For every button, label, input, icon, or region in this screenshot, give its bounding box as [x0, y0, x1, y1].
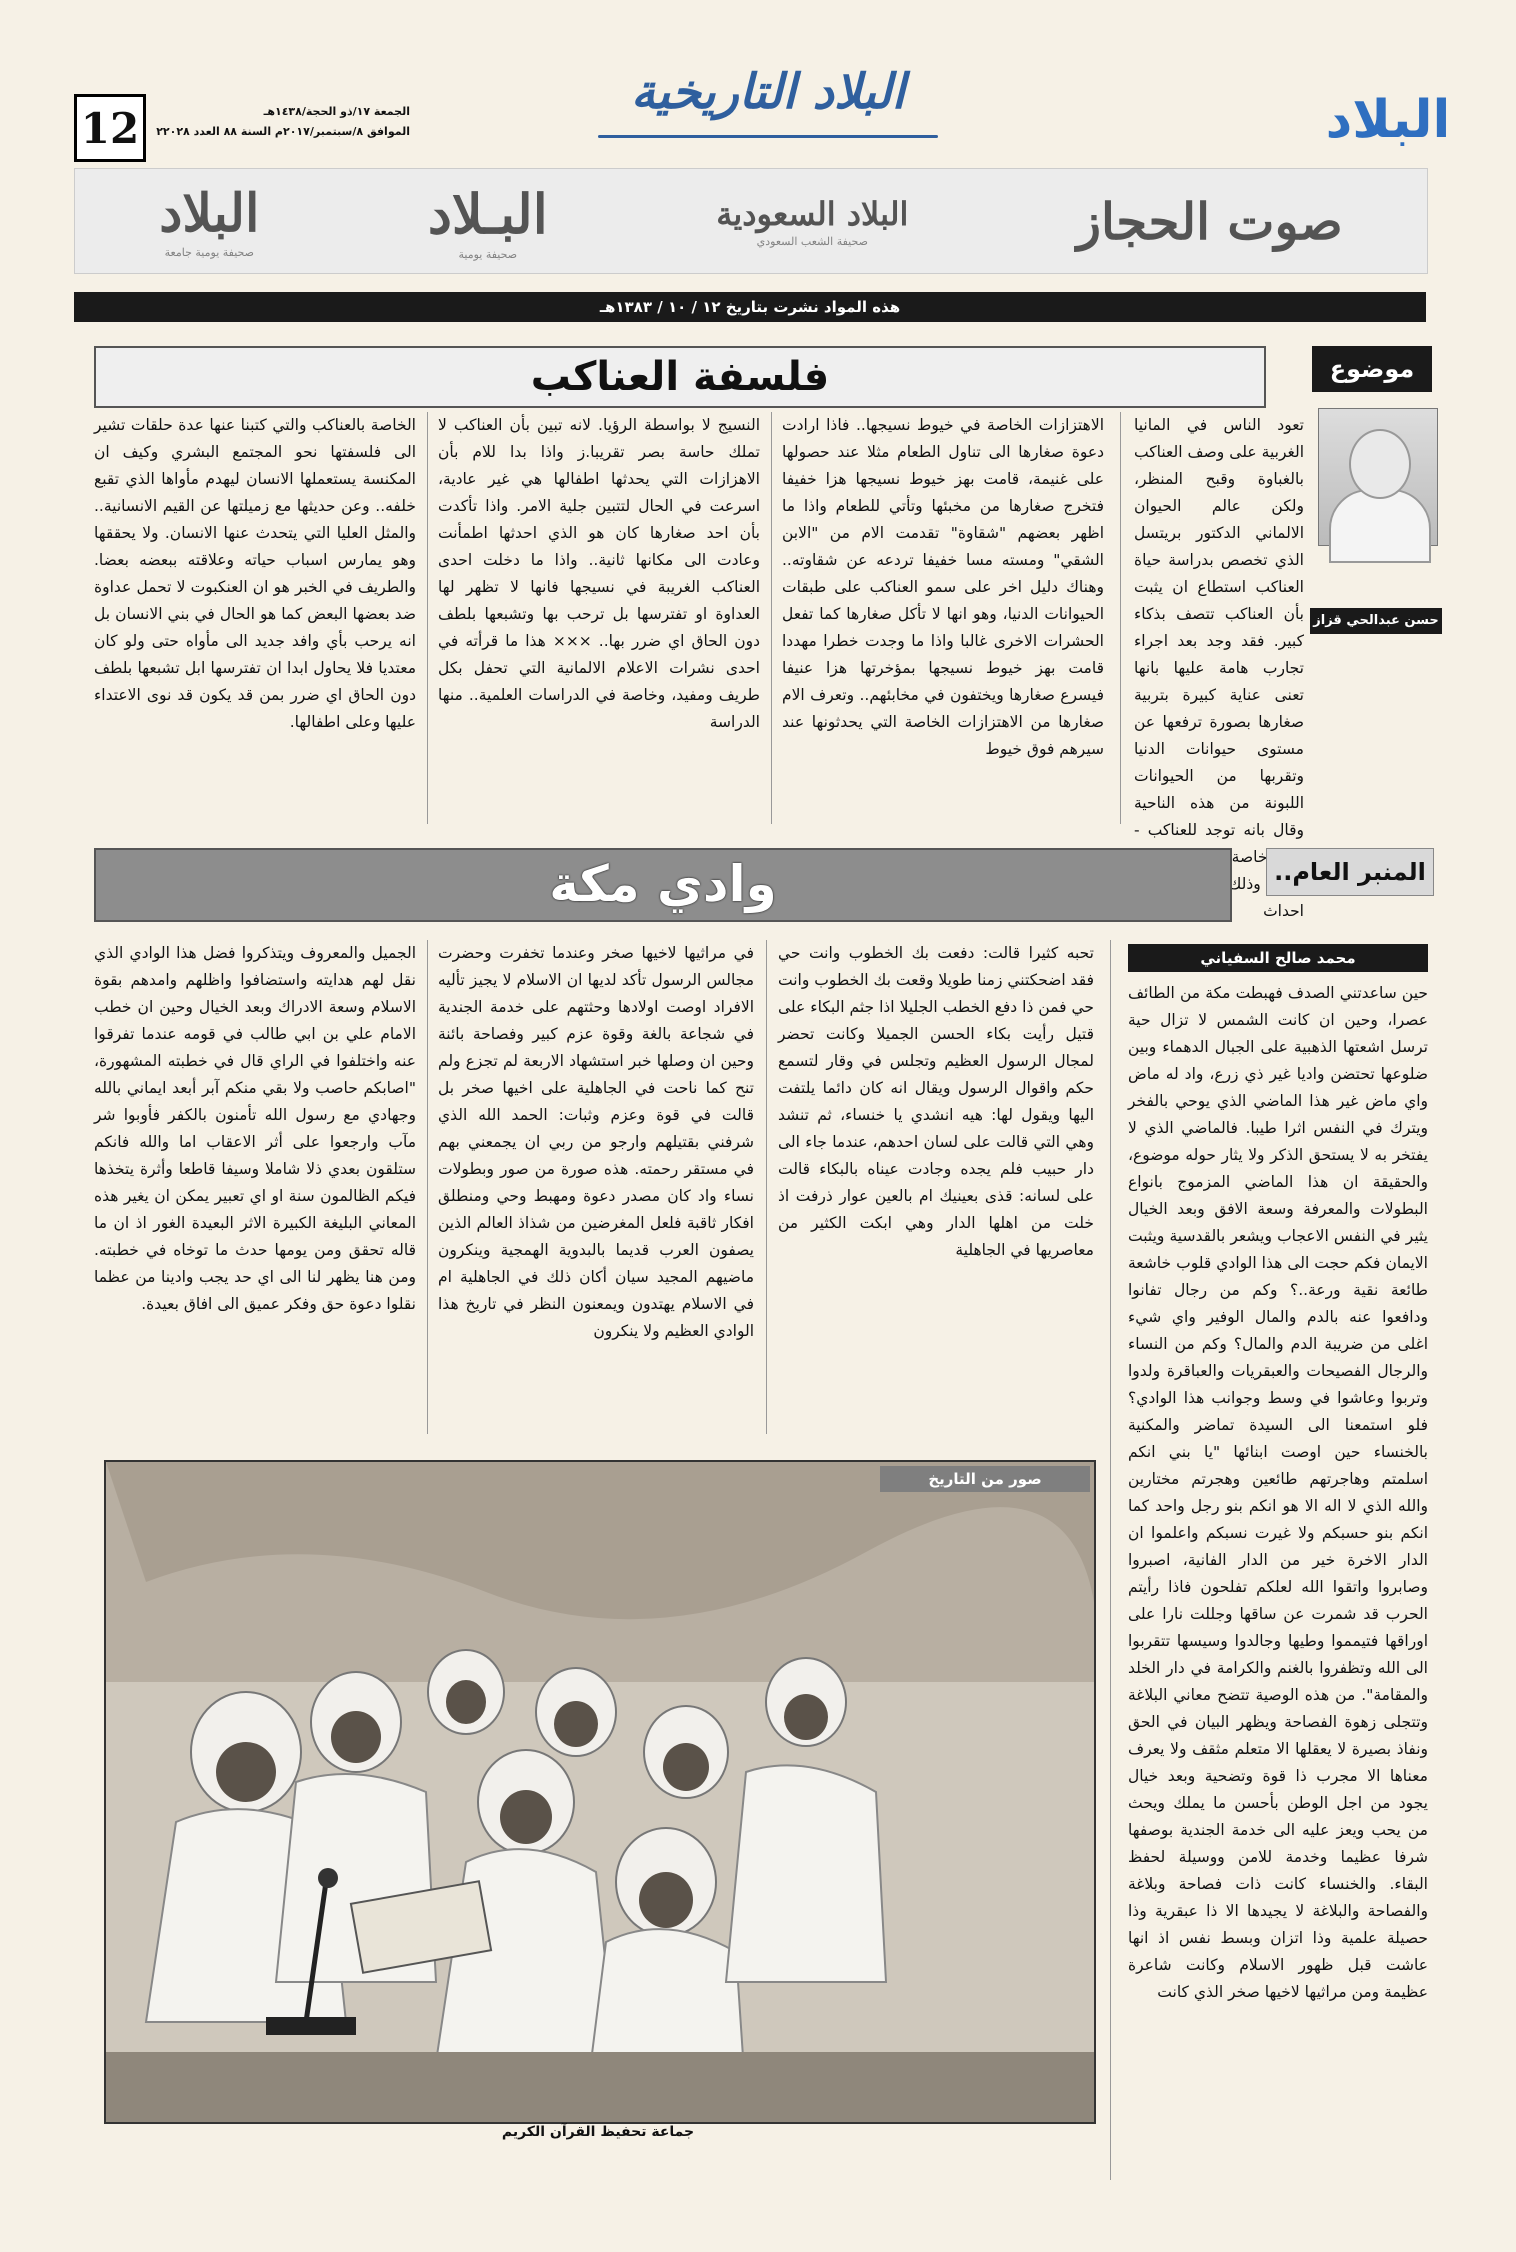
title-swoosh — [598, 135, 938, 138]
publication-date-bar: هذه المواد نشرت بتاريخ ١٢ / ١٠ / ١٣٨٣هـ — [74, 292, 1426, 322]
article2-col-3 — [438, 940, 754, 1434]
author-photo-head — [1349, 429, 1411, 499]
masthead-sub: صحيفة يومية — [458, 247, 518, 261]
column-rule — [1110, 940, 1111, 2180]
article1-paragraph-3: النسيج لا بواسطة الرؤيا. لانه تبين بأن العناكب لا تملك حاسة بصر تقريبا.ز واذا بدا للام بأن الاهزازات التي يحدثها اطفالها هي غير عادية، اسرعت في الحال لتتبين جلية الامر. واذا تأكدت بأن احد صغارها كان هو الذي احدثها اطمأنت وعادت الى مكانها ثانية.. واذا ما دخلت احدى العناكب الغريبة في نسيجها فانها لا تظهر لها العداوة او تفترسها بل ترحب بها وتشبعها بلطف دون الحاق اي ضرر بها.. ××× هذا ما قرأته في احدى نشرات الاعلام الالمانية التي تحفل بكل طريف ومفيد، وخاصة في الدراسات العلمية.. منها الدراسة — [438, 416, 760, 731]
historic-photo — [104, 1460, 1096, 2124]
masthead-name: صوت الحجاز — [1076, 191, 1343, 251]
issue-line-2: الموافق ٨/سبتمبر/٢٠١٧م السنة ٨٨ العدد ٢٢٠٢٨ — [156, 125, 410, 138]
article2-col-4 — [94, 940, 416, 1434]
masthead-name: البلاد — [159, 183, 260, 244]
masthead-sub: صحيفة الشعب السعودي — [756, 234, 868, 248]
article2-paragraph-3: في مراثيها لاخيها صخر وعندما تخفرت وحضرت مجالس الرسول تأكد لديها ان الاسلام لا يجيز تأليه الافراد اوصت اولادها وحثتهم على خدمة الجندية في شجاعة بالغة وقوة عزم كبير وفصاحة بائنة وحين ان وصلها خبر استشهاد الاربعة لم تجزع ولم تنح كما ناحت في الجاهلية على اخيها صخر بل قالت في قوة وعزم وثبات: الحمد الله الذي شرفني بقتيلهم وارجو من ربي ان يجمعني بهم في مستقر رحمته. هذه صورة من صور وبطولات نساء واد كان مصدر دعوة ومهبط وحي ومنطلق افكار ثاقبة فلعل المغرضين من شذاذ العالم الذين يصفون العرب قديما بالبدوية الهمجية وينكرون ماضيهم المجيد سيان أكان ذلك في الجاهلية ام في الاسلام يهتدون ويمعنون النظر في تاريخ هذا الوادي العظيم ولا ينكرون — [438, 944, 754, 1340]
article-title-mecca-valley: وادي مكة — [94, 848, 1232, 922]
column-rule — [427, 940, 428, 1434]
masthead-1 — [428, 182, 548, 261]
masthead-name: البلاد السعودية — [716, 194, 909, 233]
masthead-0 — [159, 183, 259, 259]
photo-caption: جماعة تحفيظ القرآن الكريم — [501, 2124, 695, 2140]
author-photo-body — [1329, 489, 1431, 563]
masthead-2 — [716, 195, 908, 248]
article1-col-1a — [1134, 412, 1304, 920]
issue-date — [150, 102, 410, 142]
article1-paragraph-2: الاهتزازات الخاصة في خيوط نسيجها.. فاذا ارادت دعوة صغارها الى تناول الطعام مثلا عند حصولها على غنيمة، قامت بهز خيوط نسيجها هزا خفيفا فتخرج صغارها من مخبئها وتأتي للطعام واذا ما اظهر بعضهم "شقاوة" تقدمت الام من "الابن الشقي" ومسته مسا خفيفا تردعه عن شقاوته.. وهناك دليل اخر على سمو العناكب على طبقات الحيوانات الدنيا، وهو انها لا تأكل صغارها كما تفعل الحشرات الاخرى غالبا واذا ما وجدت خطرا مهددا قامت بهز خيوط نسيجها بمؤخرتها هزا عنيفا فيسرع صغارها ويختفون في مخابئهم.. وتعرف الام صغارها من الاهتزازات الخاصة التي يحدثونها عند سيرهم فوق خيوط — [782, 416, 1104, 758]
historic-mastheads — [74, 168, 1428, 274]
photo-illustration — [106, 1462, 1094, 2122]
newspaper-logo: البلاد — [1325, 90, 1451, 150]
article2-long-column — [1128, 980, 1428, 2180]
masthead-sub: صحيفة يومية جامعة — [164, 246, 254, 259]
section-label-topic: موضوع — [1312, 346, 1432, 392]
article2-paragraph-4: الجميل والمعروف ويتذكروا فضل هذا الوادي الذي نقل لهم هدايته واستضافوا واظلهم وامدهم بقوة الاسلام وسعة الادراك وبعد الخيال وحين ان خطب الامام علي بن ابي طالب في قومه عندما تفرقوا عنه واختلفوا في الراي قال في خطبته المشهورة، "اصابكم حاصب ولا بقي منكم آبر أبعد ايماني بالله وجهادي مع رسول الله تأمنون بالكفر فأوبوا شر مآب وارجعوا على أثر الاعقاب اما والله فانكم ستلقون بعدي ذلا شاملا وسيفا قاطعا وأثرة يتخذها فيكم الظالمون سنة او اي تعبير يمكن ان يغير هذه المعاني البليغة الكبيرة الاثر البعيدة الغور اذ ان ما قاله تحقق ومن يومها حدث ما توخاه في خطبته. ومن هنا يظهر لنا الى اي حد يجب وادينا من عظما نقلوا دعوة حق وفكر عميق الى افاق بعيدة. — [94, 944, 416, 1313]
masthead-name: البـلاد — [427, 181, 548, 246]
author-name: حسن عبدالحي قزاز — [1310, 608, 1442, 634]
masthead-3 — [1077, 192, 1343, 251]
column-rule — [766, 940, 767, 1434]
article1-paragraph-1: تعود الناس في المانيا الغربية على وصف العناكب بالغباوة وقبح المنظر، ولكن عالم الحيوان الالماني الدكتور بريتسل الذي تخصص بدراسة حياة العناكب استطاع ان يثبت بأن العناكب تتصف بذكاء كبير. فقد وجد بعد اجراء تجارب هامة عليها بانها تعنى عناية كبيرة بتربية صغارها بصورة ترفعها عن مستوى حيوانات الدنيا وتقربها من الحيوانات اللبونة من هذه الناحية وقال بانه توجد للعناكب - خاصة وذلك احداث — [1134, 416, 1304, 920]
column-rule — [771, 412, 772, 824]
article1-col-4 — [94, 412, 416, 824]
article2-long-paragraph: حين ساعدتني الصدف فهبطت مكة من الطائف عصرا، وحين ان كانت الشمس لا تزال حية ترسل اشعتها الذهبية على الجبال الدهماء وبين ضلوعها تحتضن واديا غير ذي زرع، واد له ماض واي ماض غير هذا الماضي الذي يوحي بالفخر ويترك في النفس اثرا طيبا. فالماضي الذي لا يفتخر به لا يستحق الذكر ولا يثار حوله موضوع، والحقيقة ان هذا الماضي المزموج بانواع البطولات والمعرفة وسعة الافق وبعد الخيال يثير في النفس الاعجاب ويشعر بالقدسية ويثبت الايمان فكم حجت الى هذا الوادي قلوب خاشعة طائعة نقية ورعة..؟ وكم من رجال تفانوا ودافعوا عنه بالدم والمال الوفير واي شيء اغلى من ضريبة الدم والمال؟ وكم من النساء والرجال الفصيحات والعبقريات والعباقرة ولدوا وتربوا وعاشوا في وسط وجوانب هذا الوادي؟ فلو استمعنا الى السيدة تماضر والمكنية بالخنساء حين اوصت ابنائها "يا بني انكم اسلمتم وهاجرتهم طائعين وهجرتم مختارين والله الذي لا اله الا هو انكم بنو رجل واحد كما انكم بنو حسبكم ولا غيرت نسبكم واعلموا ان الدار الاخرة خير من الدار الفانية، اصبروا وصابروا واتقوا الله لعلكم تفلحون فاذا رأيتم الحرب قد شمرت عن ساقها وجللت نارا على اوراقها فتيمموا وطيها وجالدوا وسيسها تتقربوا الى الله وتظفروا بالغنم والكرامة في دار الخلد والمقامة". من هذه الوصية تتضح معاني البلاغة وتتجلى زهوة الفصاحة ويظهر البيان في الحق ونفاذ بصيرة لا يعقلها الا متعلم مثقف ولا يعرف معناها الا مجرب ذا قوة وتضحية وبعد خيال يجود من اجل الوطن بأحسن ما يملك ويحث من يحب ويعز عليه الى خدمة الجندية بوصفها شرفا عظيما وخدمة للامن ووسيلة لحفظ البقاء. والخنساء كانت ذات فصاحة وبلاغة والفصاحة والبلاغة لا يجيدها الا ذا عبقرية وذا حصيلة علمية وذا اتزان وبسط نفس اذ انها عاشت قبل ظهور الاسلام وكانت شاعرة عظيمة ومن مراثيها لاخيها صخر الذي كانت — [1128, 984, 1428, 2001]
issue-line-1: الجمعة ١٧/ذو الحجة/١٤٣٨هـ — [263, 105, 410, 118]
author-photo — [1318, 408, 1438, 546]
section-header-title — [588, 64, 948, 144]
section-header-text: البلاد التاريخية — [631, 64, 905, 120]
article2-col-2 — [778, 940, 1094, 1434]
column-rule — [427, 412, 428, 824]
column-rule — [1120, 412, 1121, 824]
photo-section-label: صور من التاريخ — [880, 1466, 1090, 1492]
section-label-public-forum: المنبر العام.. — [1266, 848, 1434, 896]
article2-paragraph-2: تحبه كثيرا قالت: دفعت بك الخطوب وانت حي فقد اضحكتني زمنا طويلا وقعت بك الخطوب وانت حي فمن ذا دفع الخطب الجليلا اذا جثم البكاء على قتيل رأيت بكاء الحسن الجميلا وكانت تحضر لمجال الرسول العظيم وتجلس في وقار لتسمع حكم واقوال الرسول ويقال انه كان دائما يلتفت اليها ويقول لها: هيه انشدي يا خنساء، ثم تنشد وهي التي قالت على لسان احدهم، عندما جاء الى دار حبيب فلم يجده وجادت عيناه بالبكاء قالت على لسانه: قذى بعينيك ام بالعين عوار ذرفت اذ خلت من اهلها الدار وهي ابكت الكثير من معاصريها في الجاهلية — [778, 944, 1094, 1259]
author-name: محمد صالح السفياني — [1128, 944, 1428, 972]
article1-paragraph-4: الخاصة بالعناكب والتي كتبنا عنها عدة حلقات تشير الى فلسفتها نحو المجتمع البشري وكيف ان المكنسة يستعملها الانسان ليهدم مأواها الذي تقبع خلفه.. وعن حديثها مع زميلتها عن القيم الانسانية.. والمثل العليا التي يتحدث عنها الانسان. ولا يحققها وهو يمارس اسباب حياته وعلاقته ببعضه بعضا. والطريف في الخبر هو ان العنكبوت لا تحمل عداوة ضد بعضها البعض كما هو الحال في بني الانسان بل انه يرحب بأي وافد جديد الى مأواه حتى ولو كان معتديا فلا يحاول ابدا ان تفترسها ابل تشبعها بلطف دون الحاق اي ضرر بمن قد يكون قد نوى الاعتداء عليها وعلى اطفالها. — [94, 416, 416, 731]
page-number-text: 12 — [80, 103, 140, 153]
article1-col-3 — [438, 412, 760, 824]
page-number — [74, 94, 146, 162]
article-title-spiders: فلسفة العناكب — [94, 346, 1266, 408]
article1-col-2 — [782, 412, 1104, 824]
